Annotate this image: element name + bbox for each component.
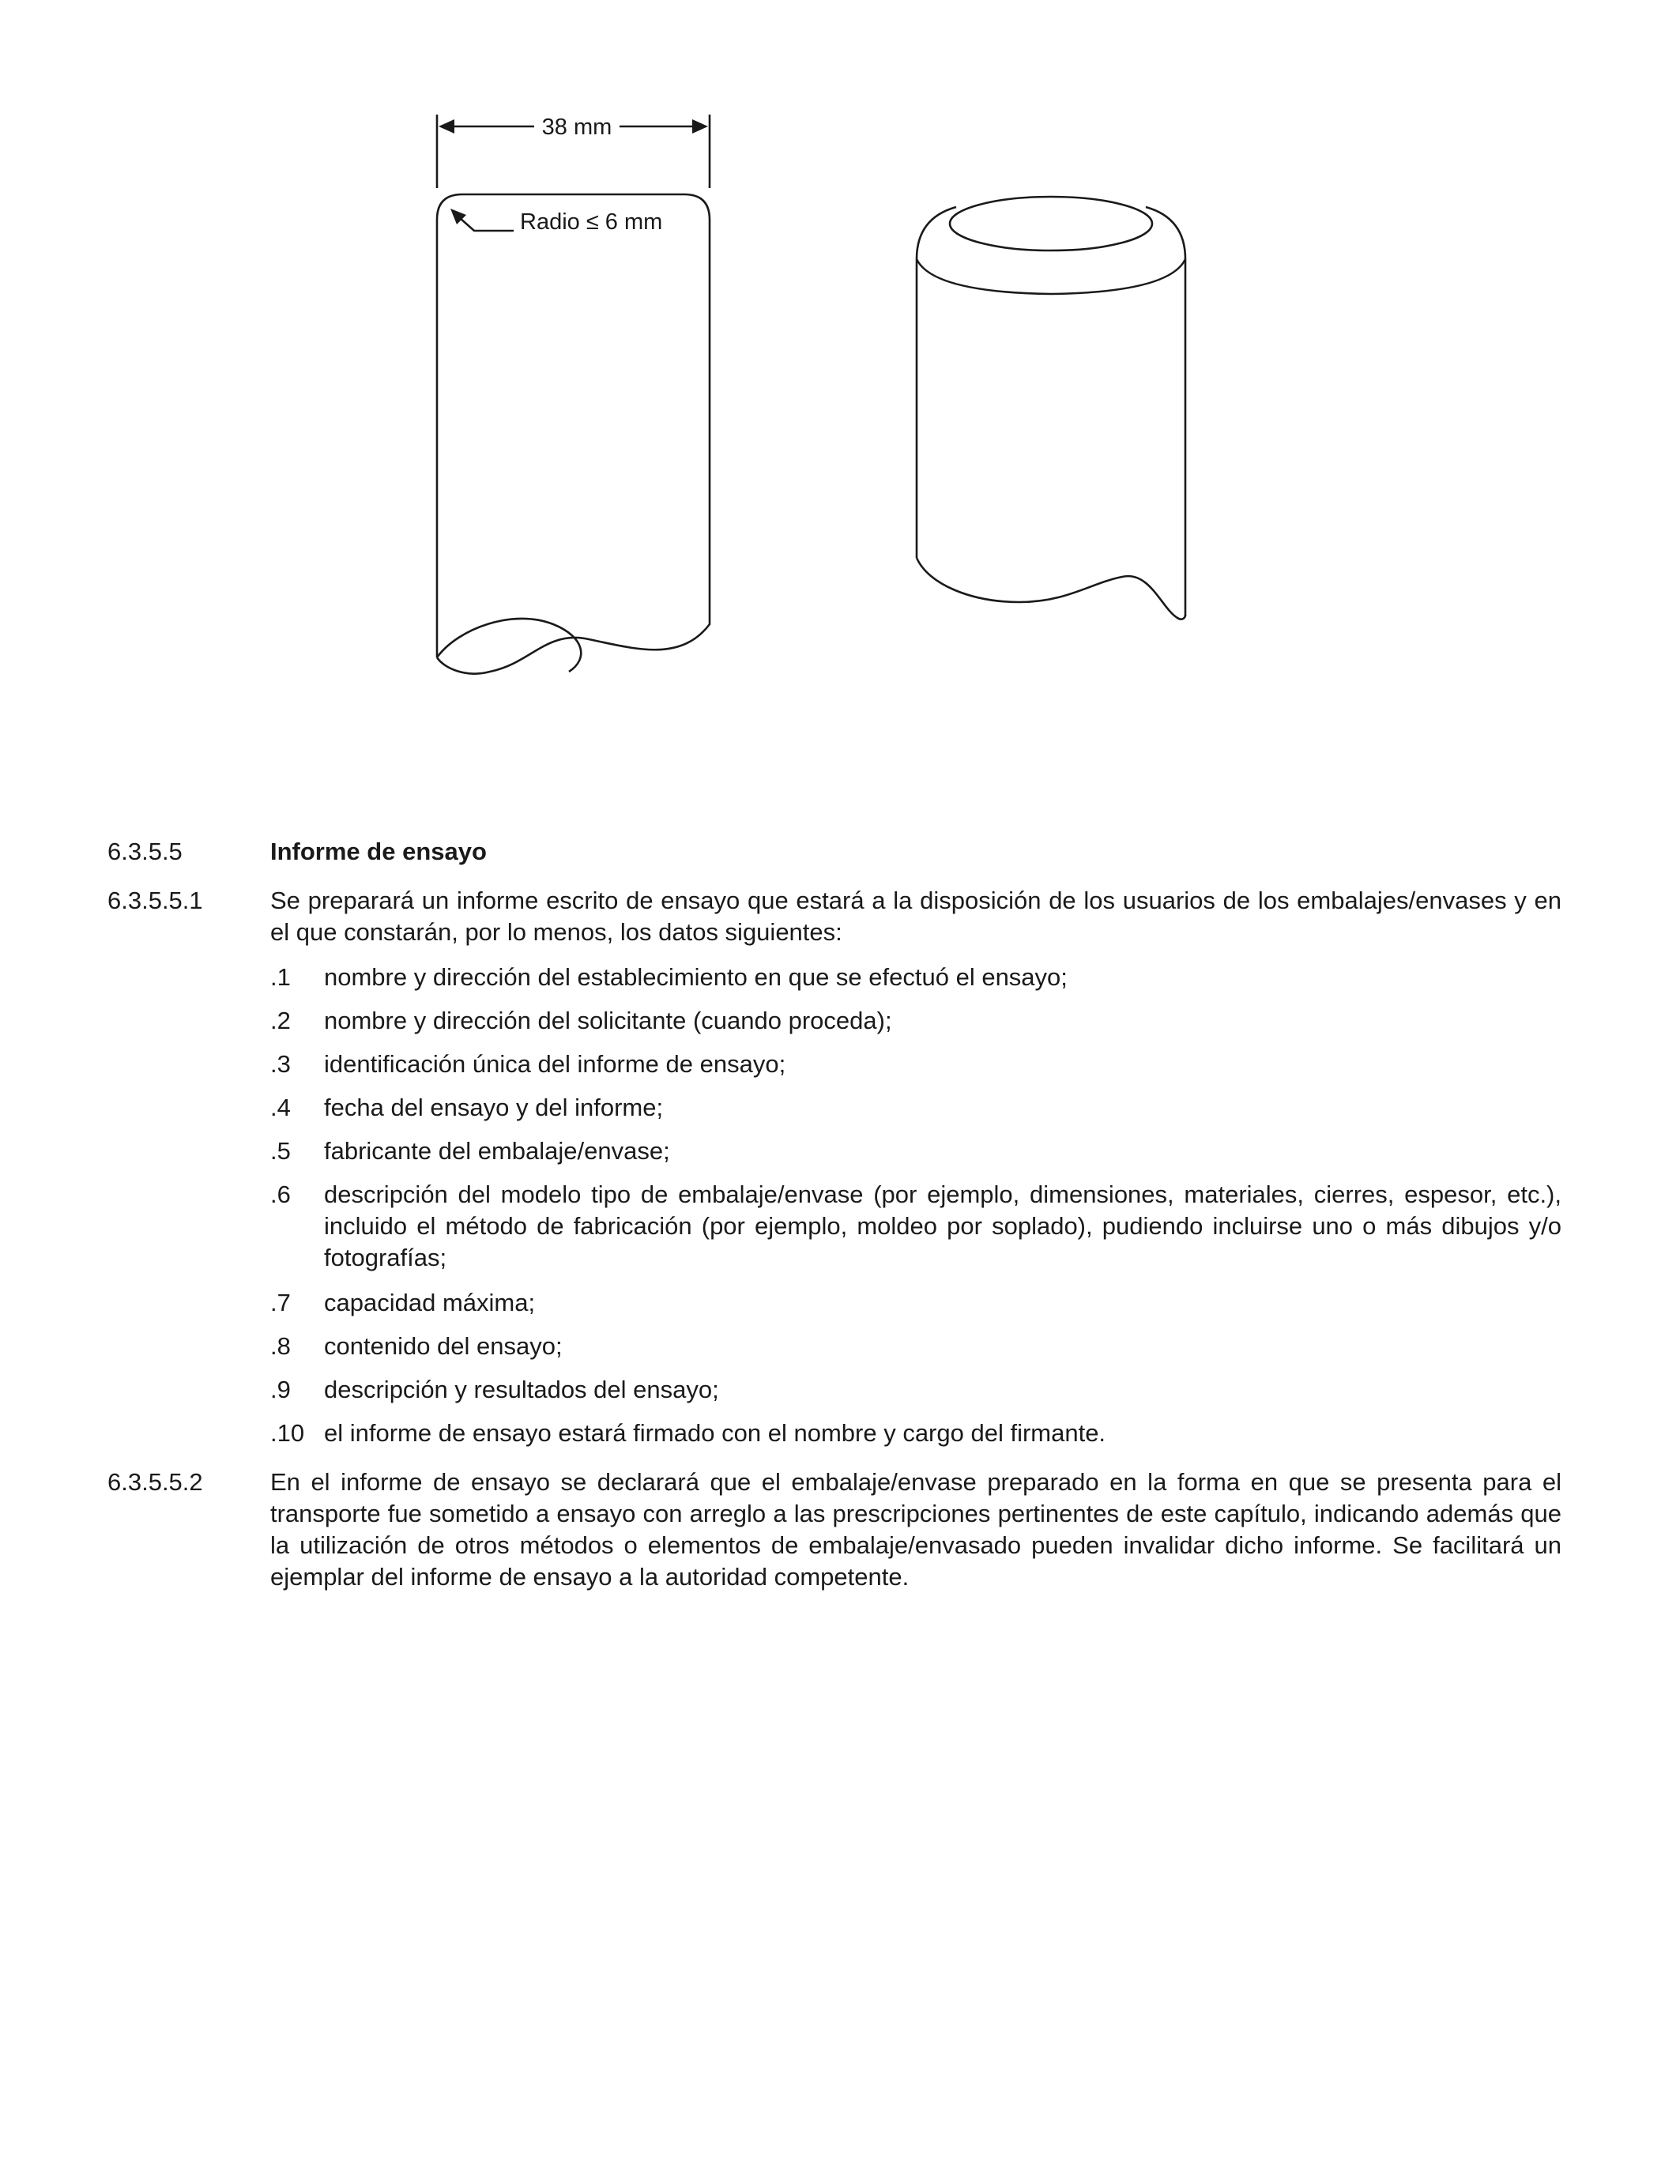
list-item-number: .3 <box>270 1050 291 1078</box>
impactor-perspective-drawing <box>917 197 1185 619</box>
dimension-label: 38 mm <box>541 115 612 140</box>
list-item-text: descripción y resultados del ensayo; <box>324 1376 719 1403</box>
paragraph-text: Se preparará un informe escrito de ensayo que estará a la disposición de los usuarios de los embalajes/envases y en el que constarán, por lo menos, los datos siguientes: <box>270 887 1561 946</box>
list-item-text: nombre y dirección del establecimiento en que se efectuó el ensayo; <box>324 963 1068 991</box>
top-face-ellipse <box>950 197 1152 250</box>
dimension-arrow-right <box>692 119 708 134</box>
list-item-number: .1 <box>270 963 291 991</box>
list-item-number: .8 <box>270 1332 291 1360</box>
list-item-number: .2 <box>270 1007 291 1034</box>
paragraph-number: 6.3.5.5.2 <box>107 1468 203 1496</box>
impactor-figure <box>0 0 1680 711</box>
section-title: Informe de ensayo <box>270 838 487 865</box>
section-number: 6.3.5.5 <box>107 838 183 865</box>
list-item-number: .7 <box>270 1289 291 1316</box>
list-item-text: contenido del ensayo; <box>324 1332 563 1360</box>
paragraph-text: En el informe de ensayo se declarará que el embalaje/envase preparado en la forma en que se presenta para el transporte fue sometido a ensayo con arreglo a las prescripciones pertinentes de este capítulo, indicando además que la utilización de otros métodos o elementos de embalaje/envasado pueden invalidar dicho informe. Se facilitará un ejemplar del informe de ensayo a la autoridad competente. <box>270 1468 1561 1591</box>
list-item-number: .6 <box>270 1180 291 1208</box>
list-item-number: .5 <box>270 1137 291 1165</box>
impactor-profile-drawing <box>437 115 710 674</box>
list-item-text: fabricante del embalaje/envase; <box>324 1137 670 1165</box>
radius-leader-line <box>460 218 514 231</box>
list-item-text: capacidad máxima; <box>324 1289 536 1316</box>
profile-cut-wave <box>437 619 581 672</box>
radius-label: Radio ≤ 6 mm <box>520 209 663 235</box>
paragraph-number: 6.3.5.5.1 <box>107 887 203 914</box>
profile-outline <box>437 194 710 674</box>
list-item-number: .4 <box>270 1094 291 1121</box>
cut-bottom-wave <box>917 558 1185 619</box>
list-item-number: .10 <box>270 1419 305 1447</box>
list-item-number: .9 <box>270 1376 291 1403</box>
dimension-arrow-left <box>439 119 454 134</box>
list-item-text: descripción del modelo tipo de embalaje/envase (por ejemplo, dimensiones, materiales, cierres, espesor, etc.), incluido el método de fabricación (por ejemplo, moldeo por soplado), pudiendo incluirse uno o más dibujos y/o fotografías; <box>324 1180 1561 1271</box>
list-item-text: fecha del ensayo y del informe; <box>324 1094 664 1121</box>
list-item-text: identificación única del informe de ensayo; <box>324 1050 786 1078</box>
list-item-text: el informe de ensayo estará firmado con el nombre y cargo del firmante. <box>324 1419 1106 1447</box>
list-item-text: nombre y dirección del solicitante (cuando proceda); <box>324 1007 892 1034</box>
